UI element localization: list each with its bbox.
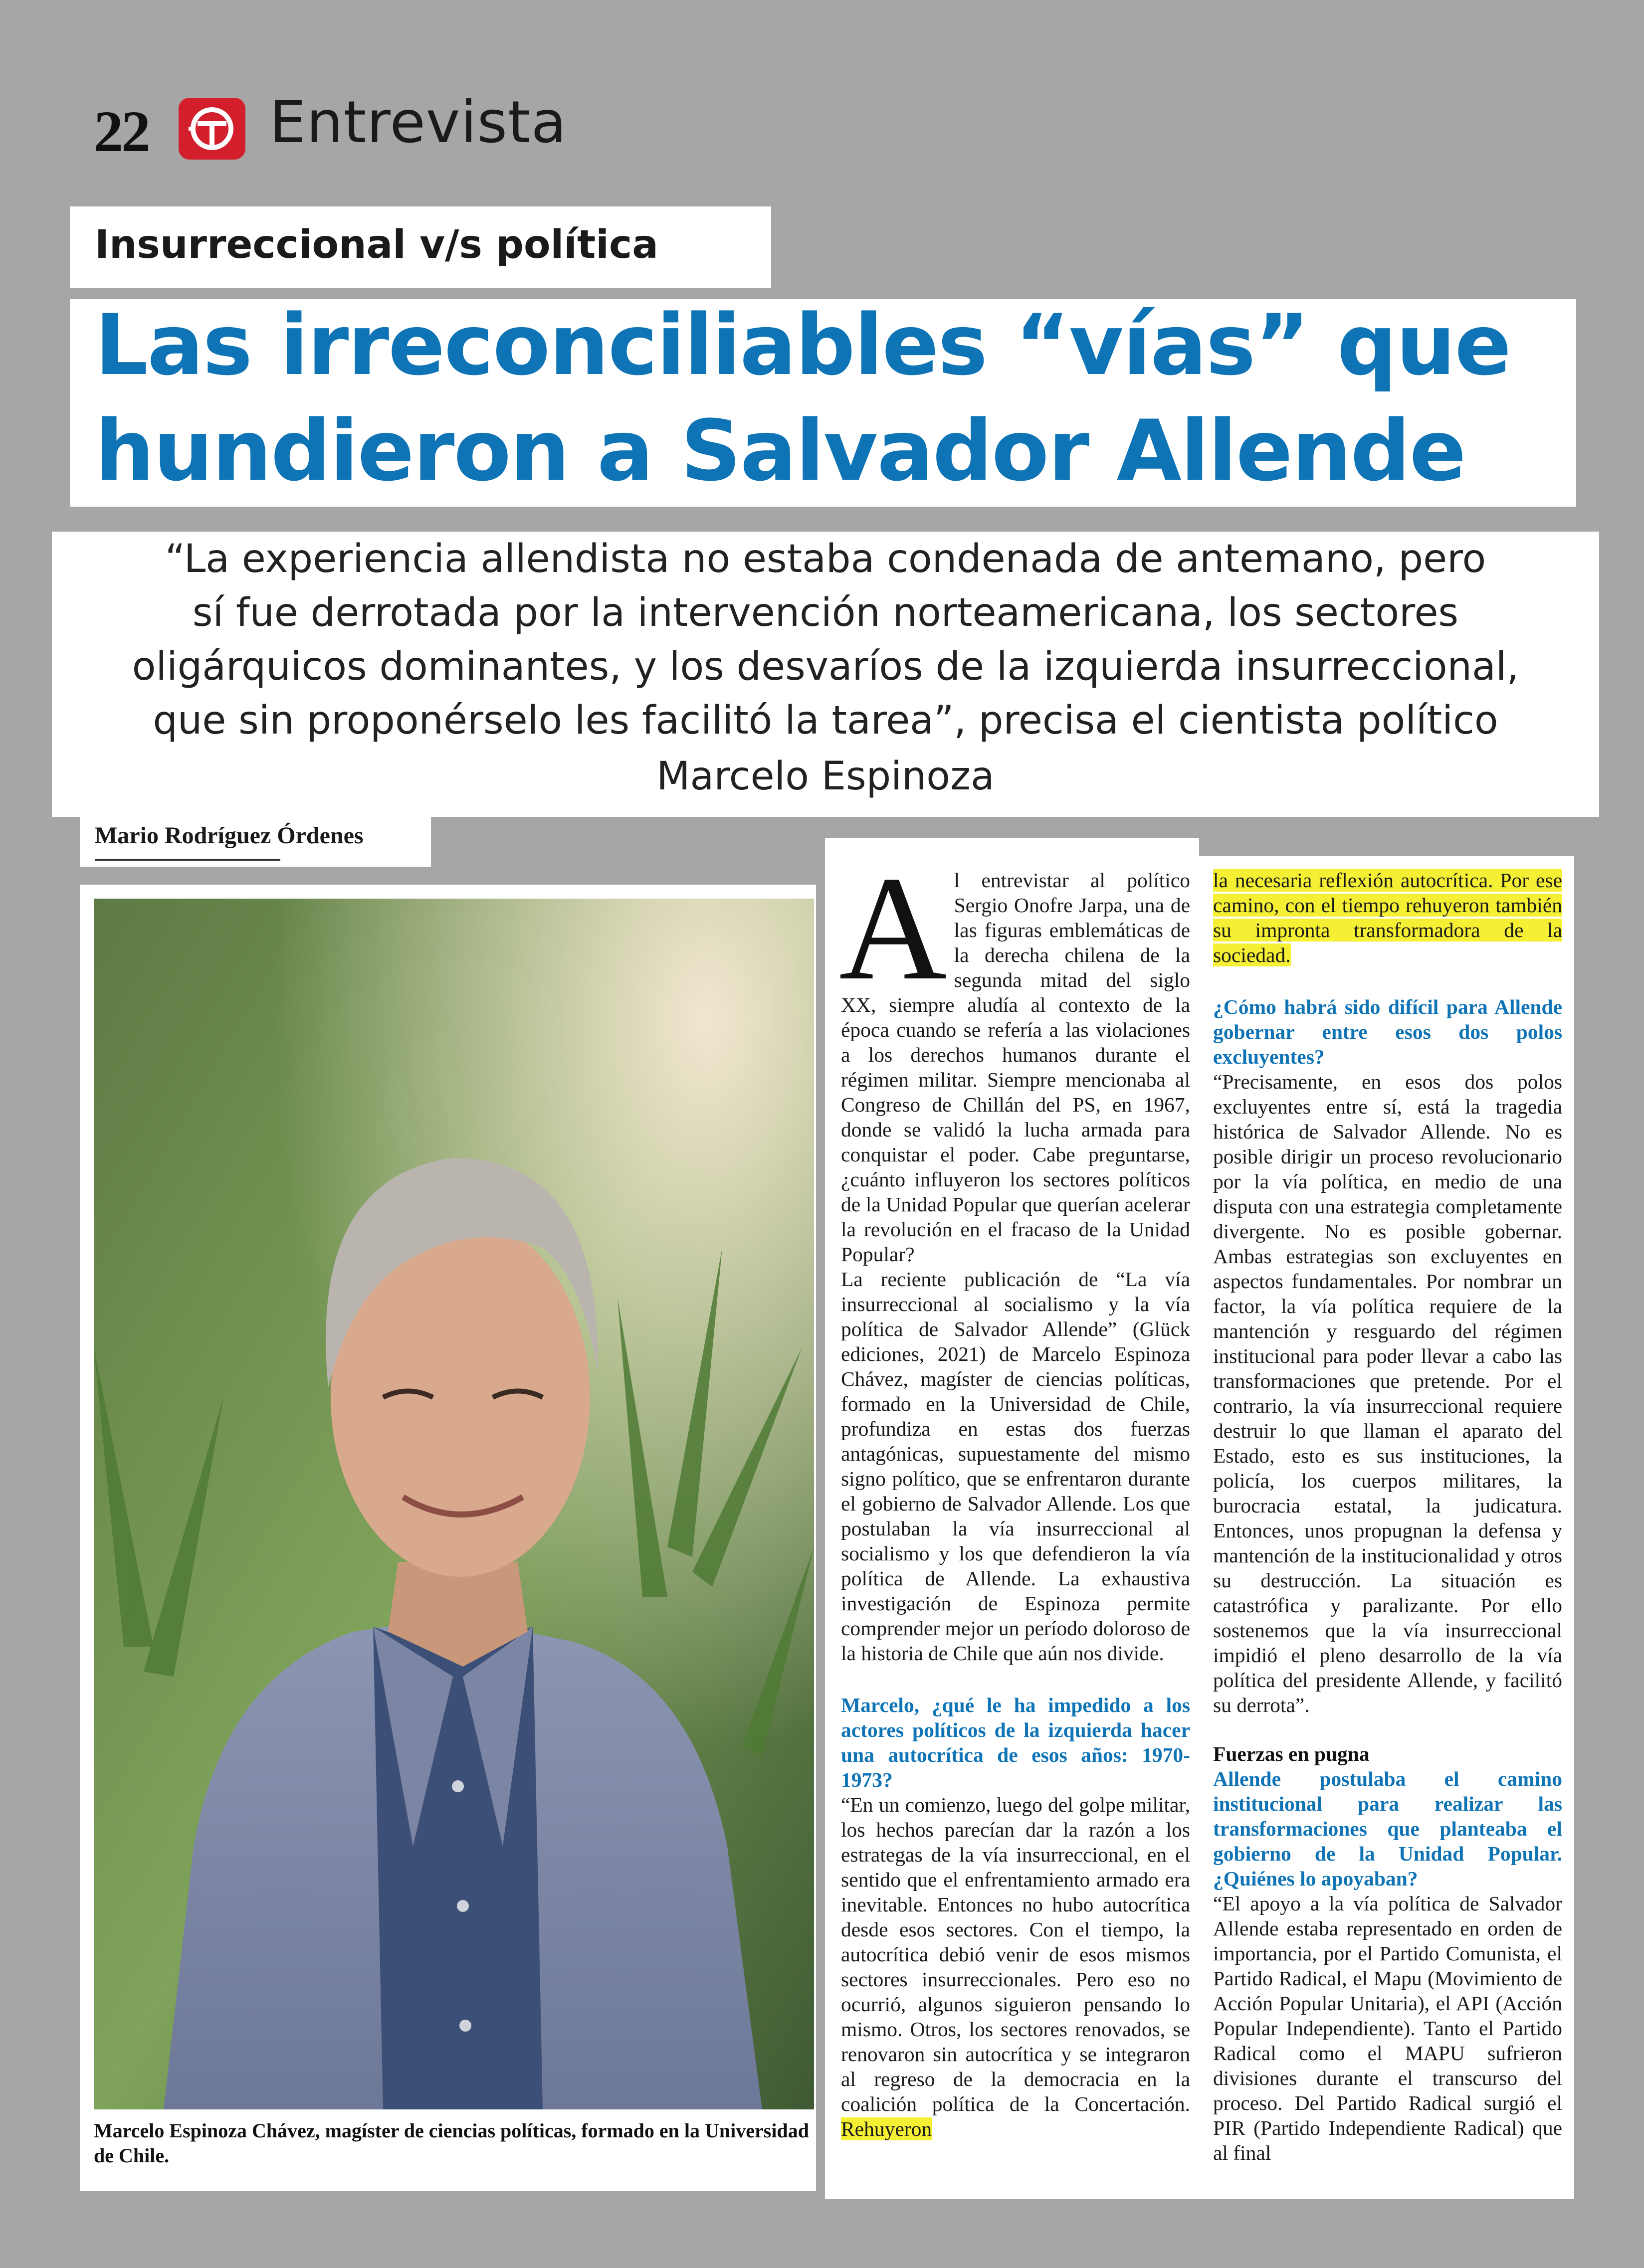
question-1: Marcelo, ¿qué le ha impedido a los actores políticos de la izquierda hacer una autocrítica de esos años: 1970-1973? [841, 1694, 1190, 1791]
byline-rule [95, 859, 280, 861]
article-column-2 [1213, 868, 1562, 2165]
subheading: Fuerzas en pugna [1213, 1742, 1370, 1765]
headline-line-2: hundieron a Salvador Allende [95, 402, 1465, 500]
body-paragraph: La reciente publicación de “La vía insurreccional al socialismo y la vía política de Salvador Allende” (Glück ediciones, 2021) de Marcelo Espinoza Chávez, magíster de ciencias políticas, formado en la Universidad de Chile, profundiza en estas dos fuerzas antagónicas, supuestamente del mismo signo político, que se enfrentaron durante el gobierno de Salvador Allende. Los que postulaban la vía insurreccional al socialismo y los que defendieron la vía política de Allende. La exhaustiva investigación de Espinoza permite comprender mejor un período doloroso de la historia de Chile que aún nos divide. [841, 1268, 1190, 1665]
logo-mark-icon [179, 98, 245, 160]
page-number: 22 [94, 99, 149, 164]
answer-1-continued [1213, 868, 1562, 967]
standfirst-line: que sin proponérselo les facilitó la tarea”, precisa el cientista político [153, 698, 1498, 743]
question-3: Allende postulaba el camino institucional para realizar las transformaciones que planteaba el gobierno de la Unidad Popular. ¿Quiénes lo apoyaban? [1213, 1767, 1562, 1890]
article-column-1 [839, 845, 1190, 2141]
kicker: Insurreccional v/s política [95, 222, 658, 267]
standfirst-line: oligárquicos dominantes, y los desvaríos de la izquierda insurreccional, [132, 644, 1519, 689]
answer-3: “El apoyo a la vía política de Salvador Allende estaba representado en orden de importancia, por el Partido Comunista, el Partido Radical, el Mapu (Movimiento de Acción Popular Unitaria), el API (Acción Popular Independiente). Tanto el Partido Radical como el MAPU sufrieron divisiones durante el transcurso del proceso. Del Partido Radical surgió el PIR (Partido Independiente Radical) que al final [1213, 1892, 1562, 2164]
question-2: ¿Cómo habrá sido difícil para Allende gobernar entre esos dos polos excluyentes? [1213, 995, 1562, 1068]
answer-1-text: “En un comienzo, luego del golpe militar, los hechos parecían dar la razón a los estrategas de la vía insurreccional, en el sentido que el enfrentamiento armado era inevitable. Entonces no hubo autocrítica desde esos sectores. Con el tiempo, la autocrítica debió venir de esos mismos sectores insurreccionales. Pero eso no ocurrió, algunos siguieron pensando lo mismo. Otros, los sectores renovados, se renovaron sin autocrítica y se integraron al regreso de la democracia en la coalición política de la Concertación. [841, 1793, 1190, 2115]
newspaper-logo-icon [179, 98, 245, 160]
standfirst-line: “La experiencia allendista no estaba condenada de antemano, pero [165, 537, 1486, 581]
standfirst-line: sí fue derrotada por la intervención norteamericana, los sectores [192, 590, 1459, 635]
standfirst-line: Marcelo Espinoza [656, 754, 995, 799]
portrait-illustration [94, 899, 814, 2109]
answer-1 [841, 1792, 1190, 2141]
section-title: Entrevista [269, 89, 567, 156]
byline: Mario Rodríguez Órdenes [95, 822, 364, 849]
portrait-photo [94, 899, 814, 2109]
drop-cap: A [839, 845, 947, 1011]
headline-line-1: Las irreconciliables “vías” que [95, 296, 1511, 394]
answer-2: “Precisamente, en esos dos polos excluyentes entre sí, está la tragedia histórica de Salvador Allende. No es posible dirigir un proceso revolucionario por la vía política, en medio de una disputa con una estrategia completamente divergente. No es posible gobernar. Ambas estrategias son excluyentes en aspectos fundamentales. Por nombrar un factor, la vía política requiere de la mantención y resguardo del régimen institucional para poder llevar a cabo las transformaciones que pretende. Por el contrario, la vía insurreccional requiere destruir lo que llaman el aparato del Estado, esto es sus instituciones, la policía, los cuerpos militares, la burocracia estatal, la judicatura. Entonces, unos propugnan la defensa y mantención de la institucionalidad y otros su destrucción. La situación es catastrófica y paralizante. Por ello sostenemos que la vía insurreccional impidió el pleno desarrollo de la vía política del presidente Allende, y facilitó su derrota”. [1213, 1070, 1562, 1716]
lead-paragraph [839, 845, 1190, 1267]
highlighted-text: Rehuyeron [841, 2117, 932, 2140]
lead-text: l entrevistar al político Sergio Onofre Jarpa, una de las figuras emblemáticas de la derecha chilena de la segunda mitad del siglo XX, siempre aludía al contexto de la época cuando se refería a las violaciones a los derechos humanos durante el régimen militar. Siempre mencionaba al Congreso de Chillán del PS, en 1967, donde se validó la lucha armada para conquistar el poder. Cabe preguntarse, ¿cuánto influyeron los sectores políticos de la Unidad Popular que querían acelerar la revolución en el fracaso de la Unidad Popular? [841, 869, 1190, 1266]
photo-caption: Marcelo Espinoza Chávez, magíster de ciencias políticas, formado en la Universidad de Chile. [94, 2119, 809, 2167]
highlighted-text: la necesaria reflexión autocrítica. Por ese camino, con el tiempo rehuyeron también su impronta transformadora de la sociedad. [1213, 869, 1562, 966]
